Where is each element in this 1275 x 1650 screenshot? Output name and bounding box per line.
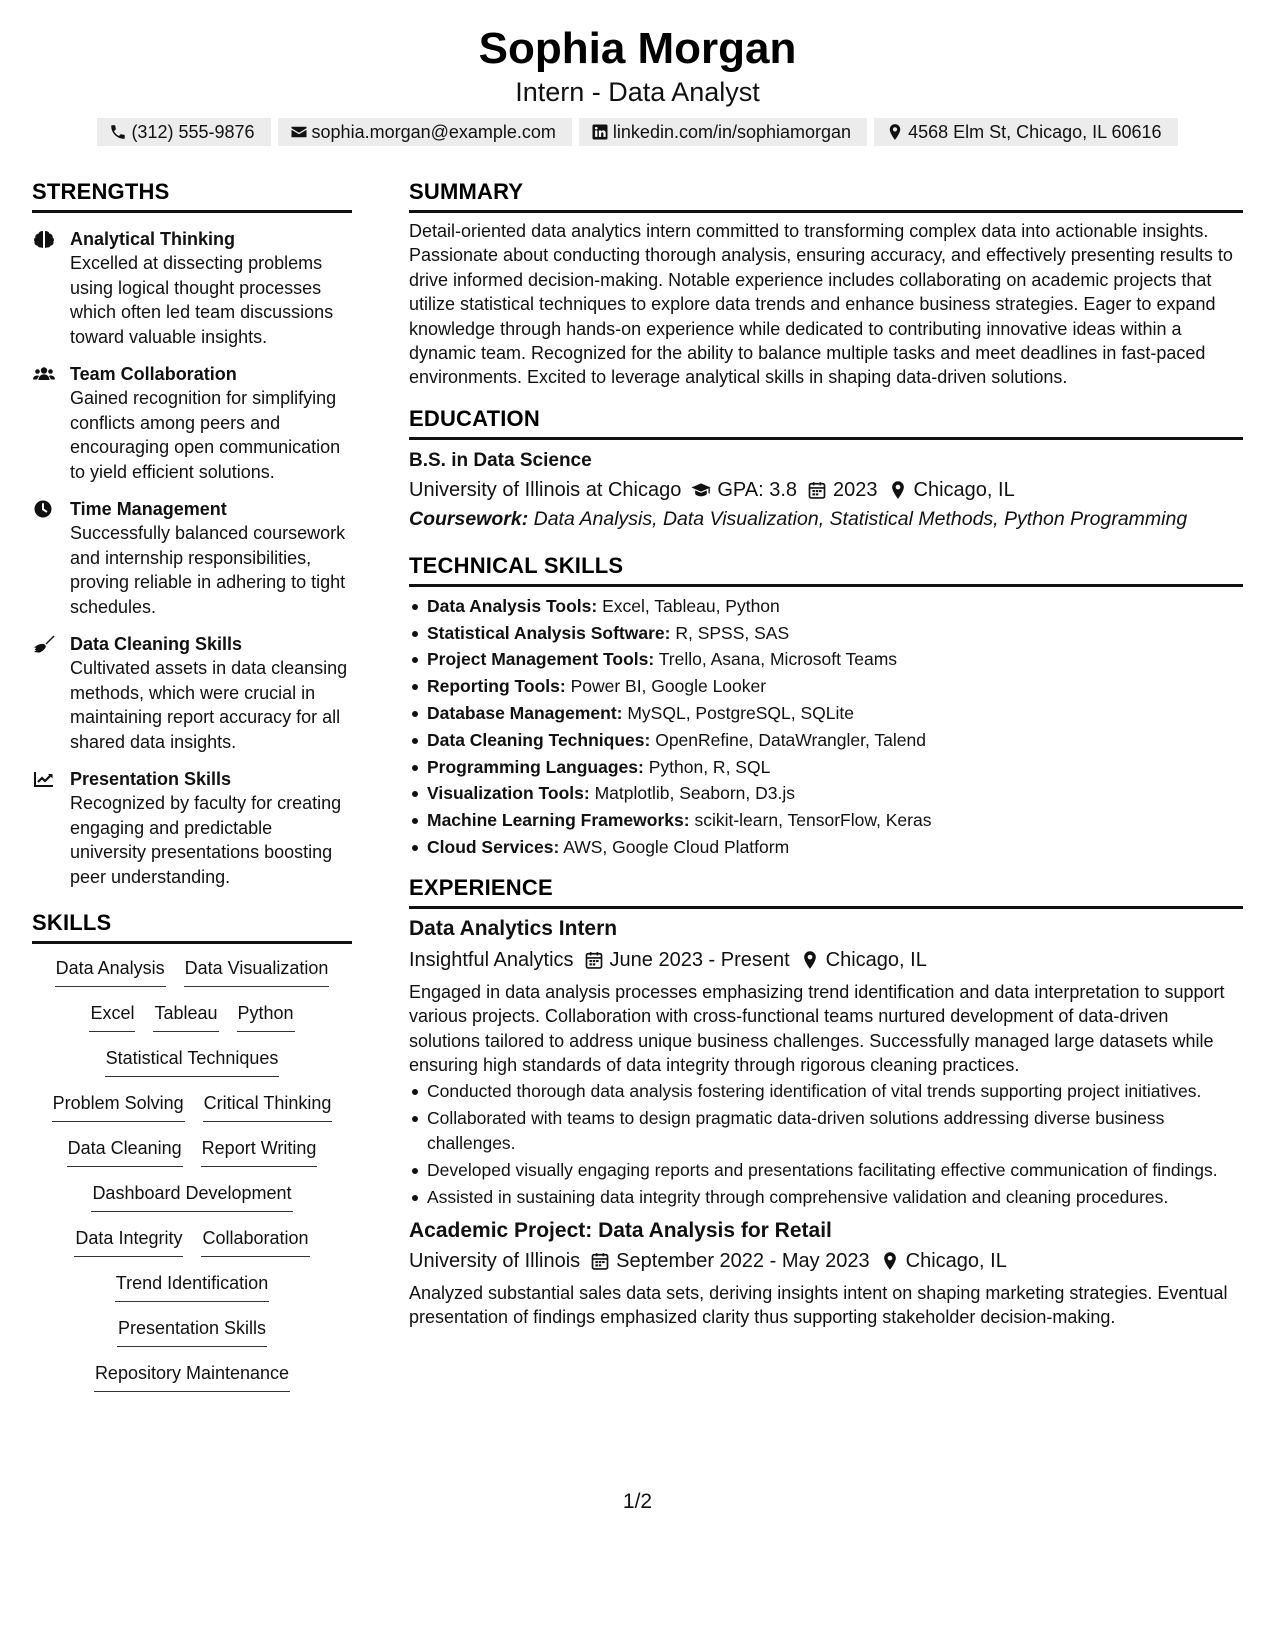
tech-skill-value: scikit-learn, TensorFlow, Keras [694,810,932,831]
technical-skills-section [409,552,1243,861]
skill-row [32,1136,352,1181]
edu-gpa: GPA: 3.8 [717,478,798,501]
page-number: 1/2 [622,1490,653,1513]
skill-row [32,1271,352,1316]
tech-skill-item [409,593,1243,620]
skill-tag: Data Visualization [184,956,330,987]
resume-header [0,0,1275,146]
strengths-section [32,178,352,889]
contact-linkedin[interactable] [579,118,867,146]
skills-heading: SKILLS [32,910,112,935]
summary-text: Detail-oriented data analytics intern committed to transforming complex data into actionable insights. Passionate about conducting thorough analysis, ensuring accuracy, and effectively presenting results to drive informed decision-making. Notable experience includes collaborating on academic projects that utilize statistical techniques to explore data trends and enhance business strategies. Eager to expand knowledge through hands-on experience while dedicated to contributing innovative ideas within a dynamic team. Recognized for the ability to balance multiple tasks and meet deadlines in fast-paced environments. Excited to leverage analytical skills in shaping data-driven solutions. [409,221,1233,388]
tech-skill-label: Project Management Tools: [427,649,655,670]
users-icon [33,365,55,383]
tech-skill-label: Visualization Tools: [427,783,590,804]
skill-tag: Python [237,1001,295,1032]
skill-tag: Data Integrity [74,1226,183,1257]
skills-list [32,956,352,1406]
skill-row [32,1046,352,1091]
tech-skill-value: OpenRefine, DataWrangler, Talend [655,729,926,750]
map-marker-icon [886,123,904,141]
edu-location: Chicago, IL [913,478,1015,501]
phone-text: (312) 555-9876 [131,121,255,142]
contact-address [874,118,1178,146]
candidate-name: Sophia Morgan [478,24,797,73]
tech-skill-item [409,700,1243,727]
job-bullet: Collaborated with teams to design pragmatic data-driven solutions addressing diverse business challenges. [409,1106,1243,1155]
edu-year: 2023 [833,478,878,501]
skill-tag: Dashboard Development [91,1181,292,1212]
job-bullet: Developed visually engaging reports and presentations facilitating effective communication of findings. [409,1158,1243,1182]
skill-tag: Critical Thinking [203,1091,333,1122]
technical-skills-list [409,593,1243,861]
tech-skill-item [409,834,1243,861]
strength-title: Time Management [70,499,227,519]
job-location: Chicago, IL [825,948,927,971]
skill-row [32,1316,352,1361]
contact-email[interactable] [278,118,572,146]
right-column [409,178,1243,1330]
tech-skill-label: Data Cleaning Techniques: [427,729,651,750]
calendar-icon [584,950,604,970]
summary-divider [409,210,1243,213]
education-section [409,405,1243,533]
strength-desc: Recognized by faculty for creating engaging and predictable university presentations boosting peer understanding. [70,793,342,887]
job-title: Data Analytics Intern [409,916,618,940]
job-description: Analyzed substantial sales data sets, deriving insights intent on shaping marketing strategies. Eventual presentation of findings emphasized clarity thus supporting stakeholder decision-making. [409,1282,1228,1328]
edu-degree: B.S. in Data Science [409,449,592,471]
skill-tag: Presentation Skills [117,1316,267,1347]
strengths-divider [32,210,352,213]
strength-item [32,497,352,619]
skill-tag: Trend Identification [115,1271,269,1302]
map-marker-icon [880,1251,900,1271]
tech-skill-item [409,727,1243,754]
envelope-icon [290,123,308,141]
strength-title: Presentation Skills [70,769,232,789]
phone-icon [109,123,127,141]
tech-skill-label: Cloud Services: [427,837,560,858]
skill-row [32,1226,352,1271]
job-location: Chicago, IL [905,1249,1007,1272]
contact-phone [97,118,270,146]
skill-row [32,1361,352,1406]
graduation-cap-icon [691,480,711,500]
tech-skill-value: Power BI, Google Looker [570,676,767,697]
tech-skill-value: Python, R, SQL [648,756,771,777]
tech-skill-value: Excel, Tableau, Python [602,595,780,616]
strength-desc: Gained recognition for simplifying conflicts among peers and encouraging open communication to yield efficient solutions. [70,388,341,482]
tech-skill-label: Database Management: [427,703,623,724]
job-entry [409,915,1243,1209]
education-heading: EDUCATION [409,405,540,431]
skills-divider [32,941,352,944]
skill-tag: Statistical Techniques [105,1046,280,1077]
strength-item [32,227,352,349]
strength-title: Team Collaboration [70,364,237,384]
experience-heading: EXPERIENCE [409,874,553,900]
strength-title: Data Cleaning Skills [70,634,243,654]
tech-skill-value: MySQL, PostgreSQL, SQLite [627,703,854,724]
coursework-list: Data Analysis, Data Visualization, Statistical Methods, Python Programming [533,507,1188,530]
left-column [32,178,352,1406]
job-company: University of Illinois [409,1249,581,1272]
tech-skill-label: Statistical Analysis Software: [427,622,671,643]
coursework-label: Coursework: [409,507,529,530]
job-company: Insightful Analytics [409,948,574,971]
job-title: Academic Project: Data Analysis for Retail [409,1218,832,1242]
tech-skill-value: R, SPSS, SAS [675,622,790,643]
skill-row [32,1001,352,1046]
linkedin-text[interactable]: linkedin.com/in/sophiamorgan [612,121,852,142]
job-dates: June 2023 - Present [609,948,790,971]
tech-skill-value: Trello, Asana, Microsoft Teams [658,649,898,670]
skill-tag: Tableau [153,1001,218,1032]
strength-item [32,632,352,754]
tech-skill-value: AWS, Google Cloud Platform [563,837,790,858]
brain-icon [33,230,55,248]
clock-icon [33,500,55,518]
strength-item [32,362,352,484]
calendar-icon [590,1251,610,1271]
job-meta [409,1247,1243,1275]
skill-tag: Report Writing [201,1136,318,1167]
map-marker-icon [800,950,820,970]
skill-row [32,1091,352,1136]
job-description: Engaged in data analysis processes emphasizing trend identification and data interpretation to support various projects. Collaboration with cross-functional teams nurtured development of data-driven solutions tailored to address unique business challenges. Successfully managed large datasets while ensuring high standards of data integrity through rigorous cleaning practices. [409,981,1225,1076]
linkedin-icon [591,123,609,141]
contact-bar [0,118,1275,146]
strength-desc: Cultivated assets in data cleansing methods, which were crucial in maintaining report accuracy for all shared data insights. [70,658,348,752]
edu-school: University of Illinois at Chicago [409,478,682,501]
tech-skill-item [409,780,1243,807]
skill-tag: Collaboration [201,1226,309,1257]
map-marker-icon [888,480,908,500]
experience-section [409,874,1243,1330]
tech-skill-item [409,646,1243,673]
job-meta [409,946,1243,974]
skill-row [32,1181,352,1226]
candidate-role: Intern - Data Analyst [515,77,760,107]
summary-section [409,178,1243,390]
tech-skill-label: Machine Learning Frameworks: [427,810,690,831]
skill-tag: Excel [89,1001,135,1032]
job-bullets [409,1079,1243,1209]
strength-item [32,767,352,889]
skill-tag: Data Cleaning [67,1136,183,1167]
tech-skill-label: Data Analysis Tools: [427,595,598,616]
chart-line-icon [33,770,55,788]
edu-meta [409,476,1243,504]
skill-tag: Problem Solving [52,1091,185,1122]
strength-desc: Excelled at dissecting problems using logical thought processes which often led team discussions toward valuable insights. [70,253,334,347]
tech-skill-item [409,754,1243,781]
summary-heading: SUMMARY [409,179,524,204]
tech-skill-value: Matplotlib, Seaborn, D3.js [594,783,795,804]
skill-tag: Repository Maintenance [94,1361,290,1392]
technical-skills-divider [409,584,1243,587]
email-text[interactable]: sophia.morgan@example.com [311,121,556,142]
tech-skill-label: Programming Languages: [427,756,644,777]
job-bullet: Conducted thorough data analysis fostering identification of vital trends supporting project initiatives. [409,1079,1243,1103]
skills-section [32,909,352,1406]
address-text: 4568 Elm St, Chicago, IL 60616 [908,121,1162,142]
strengths-heading: STRENGTHS [32,179,170,204]
job-dates: September 2022 - May 2023 [616,1249,870,1272]
job-bullet: Assisted in sustaining data integrity through comprehensive validation and cleaning procedures. [409,1185,1243,1209]
calendar-icon [807,480,827,500]
skill-tag: Data Analysis [55,956,166,987]
technical-skills-heading: TECHNICAL SKILLS [409,552,624,578]
experience-divider [409,906,1243,909]
job-entry [409,1217,1243,1330]
tech-skill-item [409,620,1243,647]
strength-desc: Successfully balanced coursework and internship responsibilities, proving reliable in adhering to tight schedules. [70,523,346,617]
tech-skill-item [409,807,1243,834]
tech-skill-label: Reporting Tools: [427,676,566,697]
broom-icon [33,635,55,653]
tech-skill-item [409,673,1243,700]
edu-coursework [409,505,1243,533]
strength-title: Analytical Thinking [70,229,236,249]
skill-row [32,956,352,1001]
education-divider [409,437,1243,440]
